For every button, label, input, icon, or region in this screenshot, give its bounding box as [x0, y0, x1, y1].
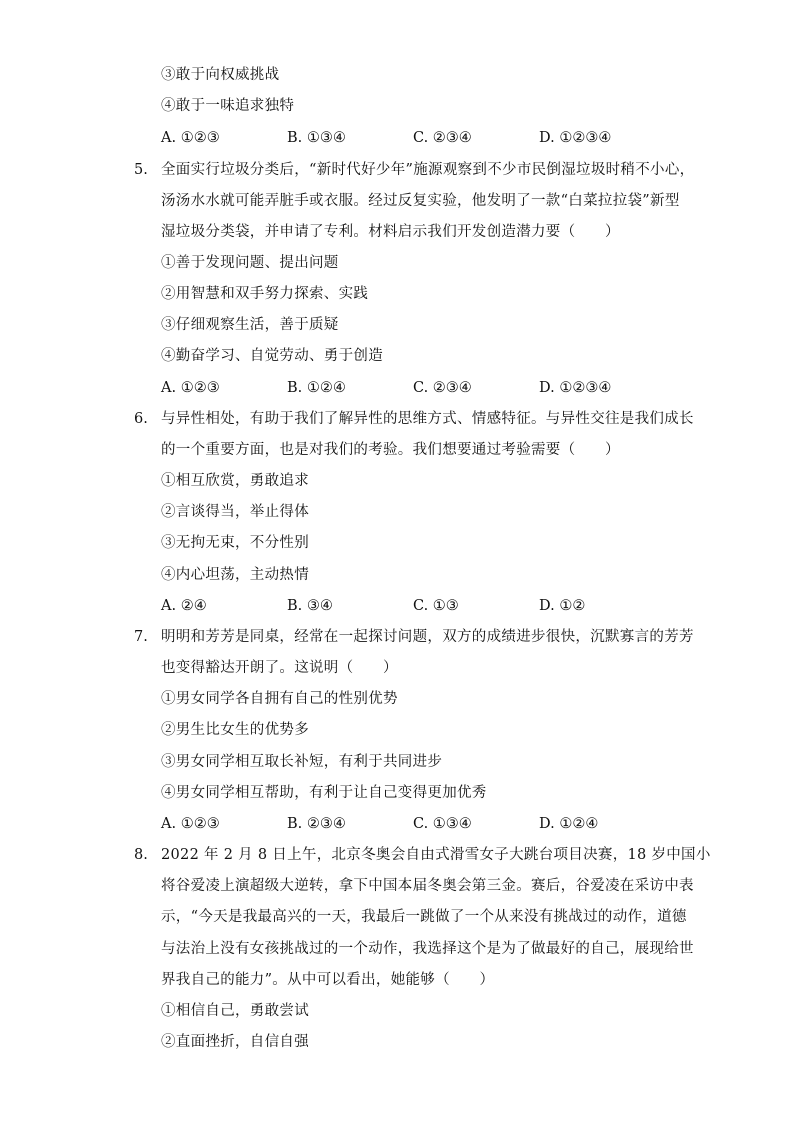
q5-number: 5. [134, 162, 148, 178]
q5-stem-line-3: 湿垃圾分类袋，并申请了专利。材料启示我们开发创造潜力要（ ） [161, 224, 620, 240]
q7-choice-c: C. ①③④ [413, 816, 472, 832]
q6-option-3: ③无拘无束，不分性别 [161, 535, 309, 551]
q8-stem-line-1: 2022 年 2 月 8 日上午，北京冬奥会自由式滑雪女子大跳台项目决赛，18 岁中国小 [161, 847, 711, 863]
q7-stem-line-2: 也变得豁达开朗了。这说明（ ） [161, 660, 398, 676]
q7-choice-d: D. ①②④ [539, 816, 599, 832]
q5-choice-a: A. ①②③ [161, 380, 220, 396]
q5-stem-line-2: 汤汤水水就可能弄脏手或衣服。经过反复实验，他发明了一款“白菜拉拉袋”新型 [161, 193, 680, 209]
q8-number: 8. [134, 847, 148, 863]
q4-choice-b: B. ①③④ [287, 130, 346, 146]
q4-choice-d: D. ①②③④ [539, 130, 612, 146]
q8-option-1: ①相信自己，勇敢尝试 [161, 1003, 309, 1019]
q6-option-2: ②言谈得当，举止得体 [161, 504, 309, 520]
q4-choice-a: A. ①②③ [161, 130, 220, 146]
q6-choice-b: B. ③④ [287, 598, 333, 614]
q6-stem-line-2: 的一个重要方面，也是对我们的考验。我们想要通过考验需要（ ） [161, 442, 620, 458]
q6-choice-a: A. ②④ [161, 598, 207, 614]
q6-choices [161, 596, 681, 616]
q7-stem-line-1: 明明和芳芳是同桌，经常在一起探讨问题，双方的成绩进步很快，沉默寡言的芳芳 [161, 629, 694, 645]
q6-option-4: ④内心坦荡，主动热情 [161, 567, 309, 583]
q7-choice-a: A. ①②③ [161, 816, 220, 832]
q8-stem-line-2: 将谷爱凌上演超级大逆转，拿下中国本届冬奥会第三金。赛后，谷爱凌在采访中表 [161, 878, 694, 894]
q5-choice-b: B. ①②④ [287, 380, 346, 396]
q8-stem-line-5: 界我自己的能力”。从中可以看出，她能够（ ） [161, 972, 495, 988]
q8-option-2: ②直面挫折，自信自强 [161, 1034, 309, 1050]
q6-choice-c: C. ①③ [413, 598, 459, 614]
q7-choice-b: B. ②③④ [287, 816, 346, 832]
q7-option-3: ③男女同学相互取长补短，有利于共同进步 [161, 754, 443, 770]
q5-choice-c: C. ②③④ [413, 380, 472, 396]
q7-choices [161, 814, 681, 834]
q4-option-3: ③敢于向权威挑战 [161, 67, 280, 83]
q5-option-1: ①善于发现问题、提出问题 [161, 255, 339, 271]
q5-choice-d: D. ①②③④ [539, 380, 612, 396]
q5-choices [161, 378, 681, 398]
q8-stem-line-3: 示，“今天是我最高兴的一天，我最后一跳做了一个从来没有挑战过的动作，道德 [161, 909, 687, 925]
q6-option-1: ①相互欣赏，勇敢追求 [161, 473, 309, 489]
q4-choice-c: C. ②③④ [413, 130, 472, 146]
q7-option-4: ④男女同学相互帮助，有利于让自己变得更加优秀 [161, 785, 487, 801]
q7-number: 7. [134, 629, 148, 645]
q4-choices [161, 128, 681, 148]
q6-stem-line-1: 与异性相处，有助于我们了解异性的思维方式、情感特征。与异性交往是我们成长 [161, 411, 694, 427]
q6-number: 6. [134, 411, 148, 427]
q5-option-4: ④勤奋学习、自觉劳动、勇于创造 [161, 348, 383, 364]
q4-option-4: ④敢于一味追求独特 [161, 98, 295, 114]
q6-choice-d: D. ①② [539, 598, 586, 614]
q5-option-3: ③仔细观察生活，善于质疑 [161, 317, 339, 333]
q7-option-2: ②男生比女生的优势多 [161, 722, 309, 738]
q5-stem-line-1: 全面实行垃圾分类后，“新时代好少年”施源观察到不少市民倒湿垃圾时稍不小心， [161, 162, 695, 178]
q5-option-2: ②用智慧和双手努力探索、实践 [161, 286, 369, 302]
q7-option-1: ①男女同学各自拥有自己的性别优势 [161, 691, 398, 707]
q8-stem-line-4: 与法治上没有女孩挑战过的一个动作，我选择这个是为了做最好的自己，展现给世 [161, 941, 694, 957]
